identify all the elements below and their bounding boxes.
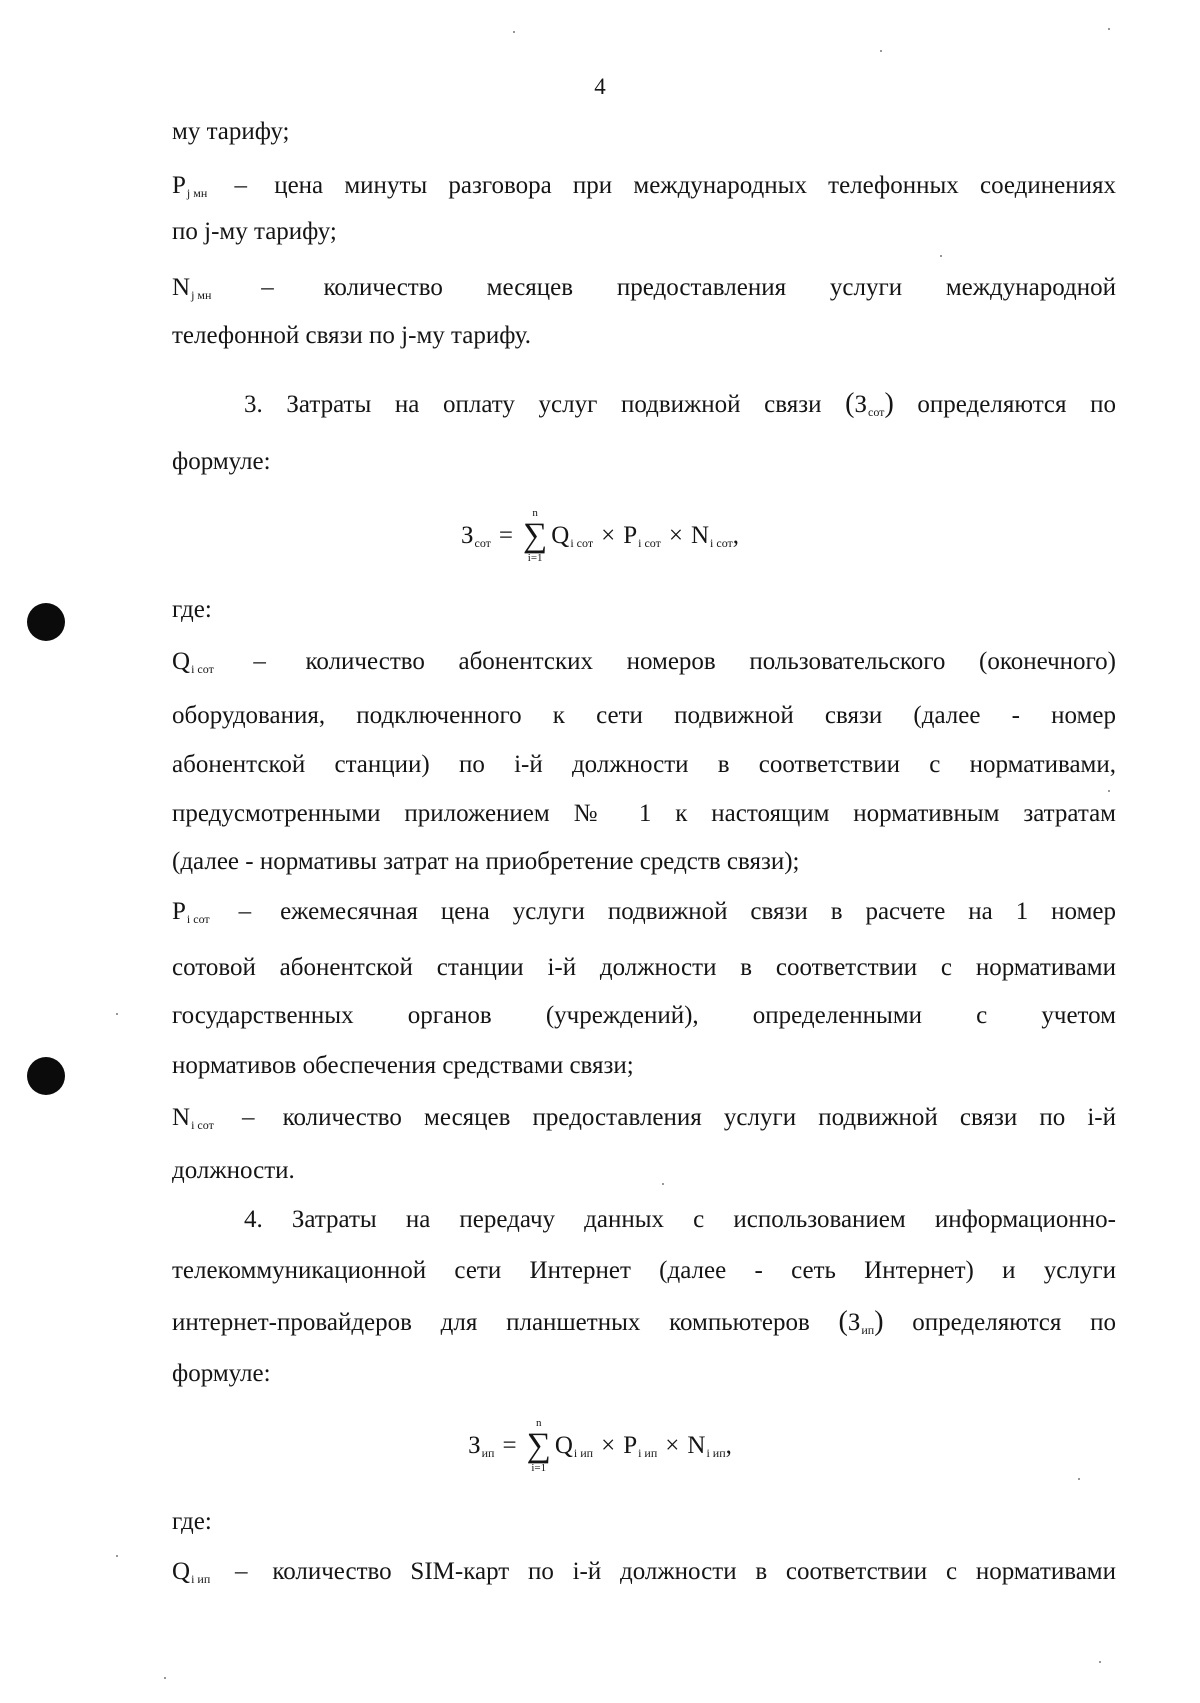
text-line <box>172 749 1116 781</box>
symbol-z-sot: $(З_{сот})$ <box>845 388 894 419</box>
text-fragment: 4. Затраты на передачу данных с использованием информационно- <box>244 1206 1116 1233</box>
text-line <box>172 320 1116 352</box>
text-line <box>172 216 1116 248</box>
definition-text: цена минуты разговора при международных телефонных соединениях <box>274 172 1117 199</box>
paragraph-3-start <box>244 388 1116 428</box>
scan-speck <box>164 1677 166 1679</box>
paragraph-4-start <box>244 1204 1116 1236</box>
text-fragment: формуле: <box>172 1360 271 1387</box>
definition-line <box>172 1556 1116 1595</box>
dash: – <box>235 1558 248 1585</box>
text-fragment: му тарифу; <box>172 118 290 145</box>
text-line <box>172 952 1116 984</box>
comma: , <box>732 522 740 549</box>
text-fragment: нормативов обеспечения средствами связи; <box>172 1052 634 1079</box>
times-sign: × <box>601 522 616 549</box>
text-line <box>172 1306 1116 1346</box>
times-sign: × <box>665 1432 680 1459</box>
text-fragment: государственных органов (учреждений), определенными с учетом <box>172 1002 1116 1029</box>
times-sign: × <box>668 522 683 549</box>
text-fragment: (далее - нормативы затрат на приобретение средств связи); <box>172 848 800 875</box>
formula-term-q: $Q_{i ип}$ <box>554 1431 594 1460</box>
symbol-n-j-mn: $N_{j мн}$ <box>172 274 212 302</box>
sum-lower-limit: i=1 <box>531 1462 547 1474</box>
text-line <box>172 1050 1116 1082</box>
text-fragment: предусмотренными приложением № 1 к настоящим нормативным затратам <box>172 800 1116 827</box>
dash: – <box>241 1104 255 1131</box>
definition-line <box>172 272 1116 311</box>
symbol-p-i-sot: $P_{i сот}$ <box>172 898 210 926</box>
page-number: 4 <box>594 74 606 99</box>
definition-text: количество месяцев предоставления услуги подвижной связи по i-й <box>282 1104 1117 1131</box>
text-fragment: телефонной связи по j-му тарифу. <box>172 322 532 349</box>
definition-text: ежемесячная цена услуги подвижной связи в расчете на 1 номер <box>280 898 1116 925</box>
definition-line <box>172 646 1116 685</box>
text-line <box>172 1155 1116 1187</box>
text-fragment: определяются по <box>912 1309 1116 1336</box>
scan-speck <box>116 1013 118 1015</box>
dash: – <box>234 172 247 199</box>
punch-hole <box>27 603 65 641</box>
scan-speck <box>1108 790 1110 792</box>
text-line <box>172 846 1116 878</box>
symbol-z-ip: $(З_{ип})$ <box>838 1306 884 1337</box>
text-line <box>172 1506 1116 1538</box>
equals-sign: = <box>498 522 514 549</box>
text-fragment: должности. <box>172 1157 295 1184</box>
definition-line <box>172 1102 1116 1141</box>
formula-lhs: $З_{ип}$ <box>468 1431 495 1460</box>
definition-text: количество месяцев предоставления услуги международной <box>323 274 1117 301</box>
formula-lhs: $З_{сот}$ <box>460 521 491 550</box>
text-line <box>172 1000 1116 1032</box>
text-fragment: абонентской станции) по i-й должности в соответствии с нормативами, <box>172 751 1116 778</box>
comma: , <box>725 1432 732 1459</box>
text-fragment: телекоммуникационной сети Интернет (далее - сеть Интернет) и услуги <box>172 1257 1116 1284</box>
text-fragment: интернет-провайдеров для планшетных компьютеров <box>172 1309 810 1336</box>
sum-lower-limit: i=1 <box>527 552 543 564</box>
sigma-symbol: ∑ <box>523 517 548 554</box>
times-sign: × <box>601 1432 616 1459</box>
formula-term-n: $N_{i ип}$ <box>687 1431 726 1460</box>
formula-term-p: $P_{i ип}$ <box>623 1431 658 1460</box>
scan-speck <box>1099 1661 1101 1663</box>
scan-speck <box>116 1555 118 1557</box>
text-line <box>172 594 1116 626</box>
text-line <box>172 1358 1116 1390</box>
definition-text: количество SIM-карт по i-й должности в соответствии с нормативами <box>272 1558 1117 1585</box>
text-fragment: по j-му тарифу; <box>172 218 337 245</box>
formula-term-p: $P_{i сот}$ <box>623 521 661 550</box>
sum-operator <box>523 508 547 564</box>
text-fragment: оборудования, подключенного к сети подвижной связи (далее - номер <box>172 702 1116 729</box>
dash: – <box>261 274 274 301</box>
definition-text: количество абонентских номеров пользовательского (оконечного) <box>305 648 1116 675</box>
formula-z-ip <box>0 1406 1200 1486</box>
text-line <box>172 446 1116 478</box>
sum-upper-limit: n <box>532 507 538 519</box>
punch-hole <box>27 1057 65 1095</box>
text-line <box>172 116 1116 148</box>
sum-operator <box>527 1418 551 1474</box>
text-line <box>172 700 1116 732</box>
text-fragment: 3. Затраты на оплату услуг подвижной связи <box>244 391 822 418</box>
text-fragment: сотовой абонентской станции i-й должности в соответствии с нормативами <box>172 954 1116 981</box>
scan-speck <box>662 1183 664 1185</box>
dash: – <box>253 648 266 675</box>
scan-speck <box>880 50 882 52</box>
sigma-symbol: ∑ <box>526 1427 551 1464</box>
text-fragment: формуле: <box>172 448 271 475</box>
scan-speck <box>1078 1478 1080 1480</box>
text-fragment: где: <box>172 596 212 623</box>
text-fragment: где: <box>172 1508 212 1535</box>
symbol-p-j-mn: $P_{j мн}$ <box>172 172 208 200</box>
formula-term-q: $Q_{i сот}$ <box>551 521 594 550</box>
symbol-n-i-sot: $N_{i сот}$ <box>172 1104 214 1132</box>
scan-speck <box>940 255 942 257</box>
scan-speck <box>1108 28 1110 30</box>
symbol-q-i-sot: $Q_{i сот}$ <box>172 648 214 676</box>
text-line <box>172 1255 1116 1287</box>
dash: – <box>238 898 252 925</box>
text-fragment: определяются по <box>917 391 1117 418</box>
definition-line <box>172 170 1116 209</box>
scan-speck <box>513 31 515 33</box>
equals-sign: = <box>502 1432 517 1459</box>
formula-z-sot <box>0 496 1200 576</box>
definition-line <box>172 896 1116 935</box>
text-line <box>172 798 1116 830</box>
symbol-q-i-ip: $Q_{i ип}$ <box>172 1558 211 1586</box>
formula-term-n: $N_{i сот}$ <box>690 521 733 550</box>
sum-upper-limit: n <box>535 1417 542 1429</box>
